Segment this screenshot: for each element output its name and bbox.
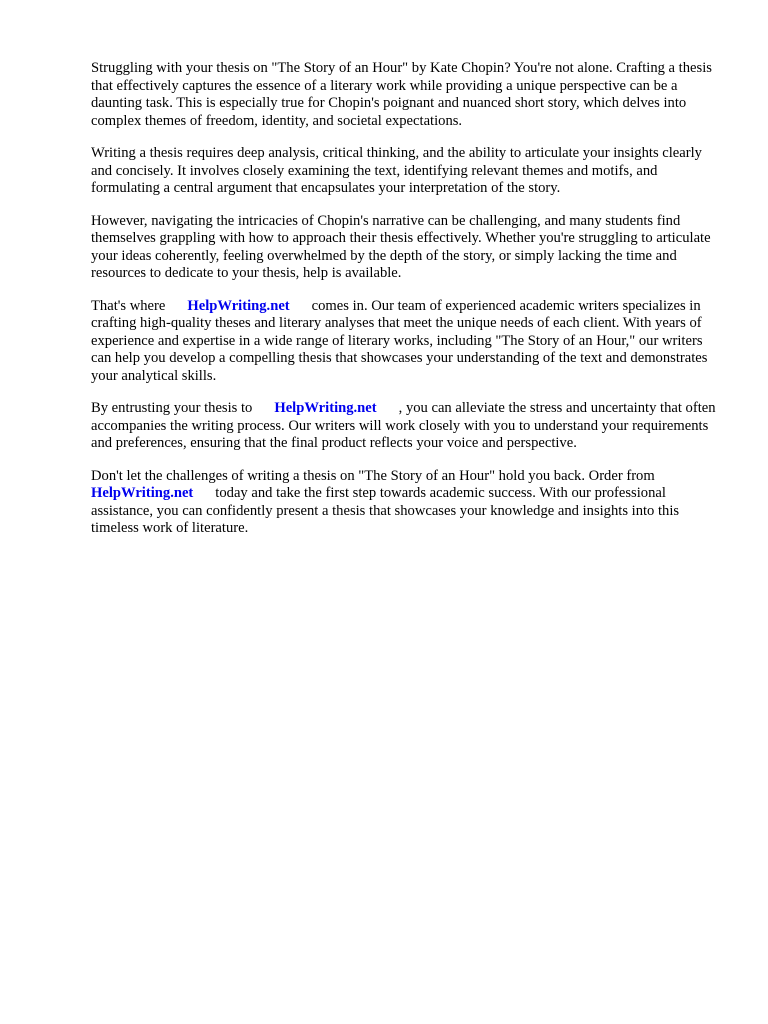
helpwriting-link[interactable]: HelpWriting.net [91,485,194,501]
document-page [91,60,723,553]
helpwriting-link[interactable]: HelpWriting.net [274,400,377,416]
paragraph-text: comes in. Our team of experienced academic writers specializes in crafting high-quality theses and literary analyses that meet the unique needs of each client. With years of experience and expertise in a wide range of literary works, including "The Story of an Hour," our writers can help you develop a compelling thesis that showcases your understanding of the text and demonstrates your analytical skills. [91,297,708,384]
helpwriting-link[interactable]: HelpWriting.net [187,297,290,314]
paragraph-text: By entrusting your thesis to [91,400,253,416]
paragraph-text: That's where [91,297,166,314]
paragraph-text: , you can alleviate the stress and uncertainty that often accompanies the writing process. Our writers will work closely with you to understand your requirements and preferences, ensuring that the final product reflects your voice and perspective. [91,400,716,451]
paragraph-text: Don't let the challenges of writing a thesis on "The Story of an Hour" hold you back. Order from [91,467,655,484]
paragraph-entrusting [91,400,723,453]
paragraph-thesis-requirements: Writing a thesis requires deep analysis, critical thinking, and the ability to articulate your insights clearly and concisely. It involves closely examining the text, identifying relevant themes and motifs, and formulating a central argument that encapsulates your interpretation of the story. [91,145,702,196]
paragraph-text: today and take the first step towards academic success. With our professional assistance, you can confidently present a thesis that showcases your knowledge and insights into this timeless work of literature. [91,485,680,536]
paragraph-challenges: However, navigating the intricacies of Chopin's narrative can be challenging, and many students find themselves grappling with how to approach their thesis effectively. Whether you're struggling to articulate your ideas coherently, feeling overwhelmed by the depth of the story, or simply lacking the time and resources to dedicate to your thesis, help is available. [91,212,711,281]
paragraph-service-intro [91,298,723,386]
paragraph-intro: Struggling with your thesis on "The Story of an Hour" by Kate Chopin? You're not alone. Crafting a thesis that effectively captures the essence of a literary work while providing a unique perspective can be a daunting task. This is especially true for Chopin's poignant and nuanced short story, which delves into complex themes of freedom, identity, and societal expectations. [91,60,712,129]
paragraph-call-to-action [91,468,723,538]
